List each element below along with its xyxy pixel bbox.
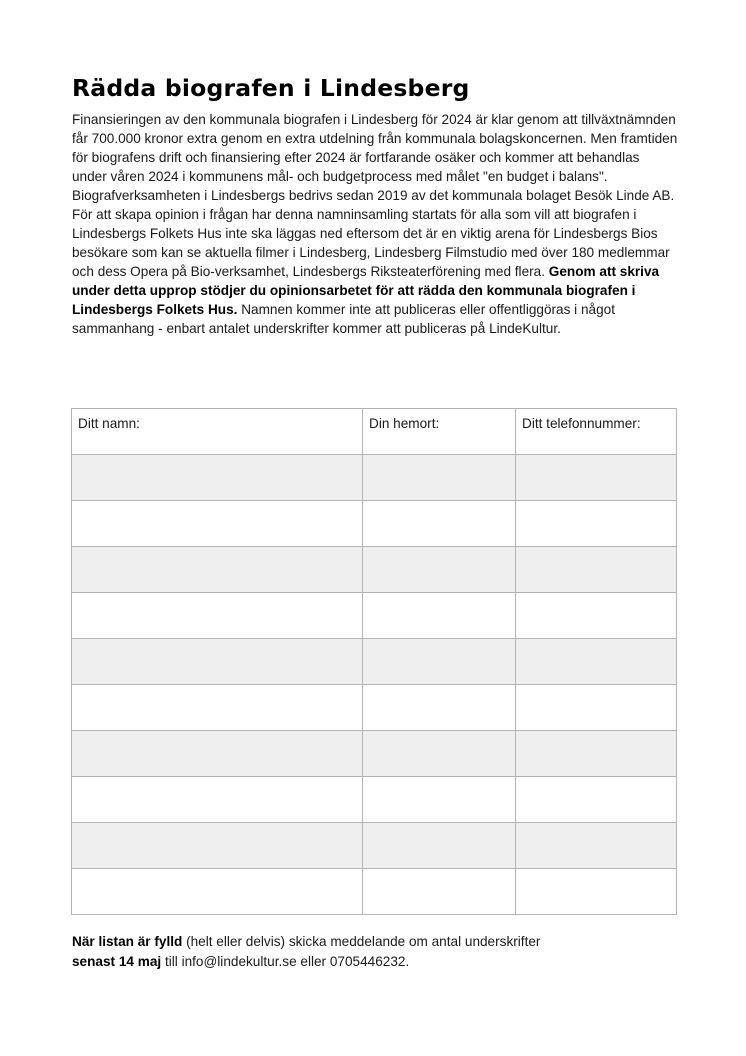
signature-cell-phone[interactable] (516, 455, 677, 501)
signature-cell-name[interactable] (72, 731, 363, 777)
signature-cell-name[interactable] (72, 547, 363, 593)
signature-cell-hometown[interactable] (363, 639, 516, 685)
signature-cell-hometown[interactable] (363, 823, 516, 869)
signature-cell-name[interactable] (72, 593, 363, 639)
table-row (72, 593, 677, 639)
intro-paragraph (72, 110, 678, 338)
signature-table (71, 408, 677, 915)
header-hometown-label: Din hemort: (369, 416, 440, 431)
signature-cell-phone[interactable] (516, 777, 677, 823)
signature-cell-name[interactable] (72, 777, 363, 823)
footer-bold-1: När listan är fylld (72, 934, 183, 949)
table-row (72, 639, 677, 685)
header-name-label: Ditt namn: (78, 416, 140, 431)
signature-cell-hometown[interactable] (363, 685, 516, 731)
table-row (72, 455, 677, 501)
signature-cell-name[interactable] (72, 823, 363, 869)
header-phone-label: Ditt telefonnummer: (522, 416, 641, 431)
signature-cell-hometown[interactable] (363, 501, 516, 547)
intro-text-end: Namnen kommer inte att publiceras eller offentliggöras i något sammanhang - enbart antalet underskrifter kommer att publiceras på LindeKultur. (72, 302, 615, 336)
signature-cell-phone[interactable] (516, 501, 677, 547)
table-row (72, 731, 677, 777)
intro-bold-statement: Genom att skriva under detta upprop stödjer du opinionsarbetet för att rädda den kommunala biografen i Lindesbergs Folkets Hus. (72, 264, 660, 317)
table-row (72, 685, 677, 731)
table-header-row (72, 409, 677, 455)
signature-cell-hometown[interactable] (363, 731, 516, 777)
signature-cell-phone[interactable] (516, 593, 677, 639)
page-title: Rädda biografen i Lindesberg (72, 74, 470, 102)
signature-cell-name[interactable] (72, 501, 363, 547)
signature-cell-name[interactable] (72, 639, 363, 685)
signature-cell-phone[interactable] (516, 547, 677, 593)
header-phone (516, 409, 677, 455)
footer-line-1 (72, 932, 678, 952)
header-name (72, 409, 363, 455)
table-row (72, 501, 677, 547)
intro-text-start: Finansieringen av den kommunala biografen i Lindesberg för 2024 är klar genom att tillväxtnämnden får 700.000 kronor extra genom en extra utdelning från kommunala bolagskoncernen. Men framtiden för biografens drift och finansiering efter 2024 är fortfarande osäker och kommer att behandlas under våren 2024 i kommunens mål- och budgetprocess med målet "en budget i balans". Biografverksamheten i Lindesbergs bedrivs sedan 2019 av det kommunala bolaget Besök Linde AB. För att skapa opinion i frågan har denna namninsamling startats för alla som vill att biografen i Lindesbergs Folkets Hus inte ska läggas ned eftersom det är en viktig arena för Lindesbergs Bios besökare som kan se aktuella filmer i Lindesberg, Lindesberg Filmstudio med över 180 medlemmar och dess Opera på Bio-verksamhet, Lindesbergs Riksteaterförening med flera. (72, 112, 678, 279)
signature-cell-name[interactable] (72, 869, 363, 915)
signature-rows (72, 455, 677, 915)
signature-cell-phone[interactable] (516, 823, 677, 869)
signature-cell-hometown[interactable] (363, 455, 516, 501)
footer-bold-2: senast 14 maj (72, 954, 162, 969)
footer-text-2: till info@lindekultur.se eller 0705446232. (161, 954, 410, 969)
signature-cell-phone[interactable] (516, 685, 677, 731)
signature-cell-name[interactable] (72, 455, 363, 501)
signature-cell-hometown[interactable] (363, 547, 516, 593)
table-row (72, 869, 677, 915)
signature-cell-hometown[interactable] (363, 869, 516, 915)
signature-cell-phone[interactable] (516, 869, 677, 915)
signature-cell-phone[interactable] (516, 731, 677, 777)
header-hometown (363, 409, 516, 455)
footer-text-1: (helt eller delvis) skicka meddelande om antal underskrifter (182, 934, 541, 949)
signature-cell-hometown[interactable] (363, 777, 516, 823)
signature-cell-name[interactable] (72, 685, 363, 731)
table-row (72, 547, 677, 593)
footer-line-2 (72, 952, 678, 972)
footer-instructions (72, 932, 678, 972)
table-row (72, 823, 677, 869)
table-row (72, 777, 677, 823)
signature-cell-phone[interactable] (516, 639, 677, 685)
signature-cell-hometown[interactable] (363, 593, 516, 639)
document-page (72, 70, 678, 338)
